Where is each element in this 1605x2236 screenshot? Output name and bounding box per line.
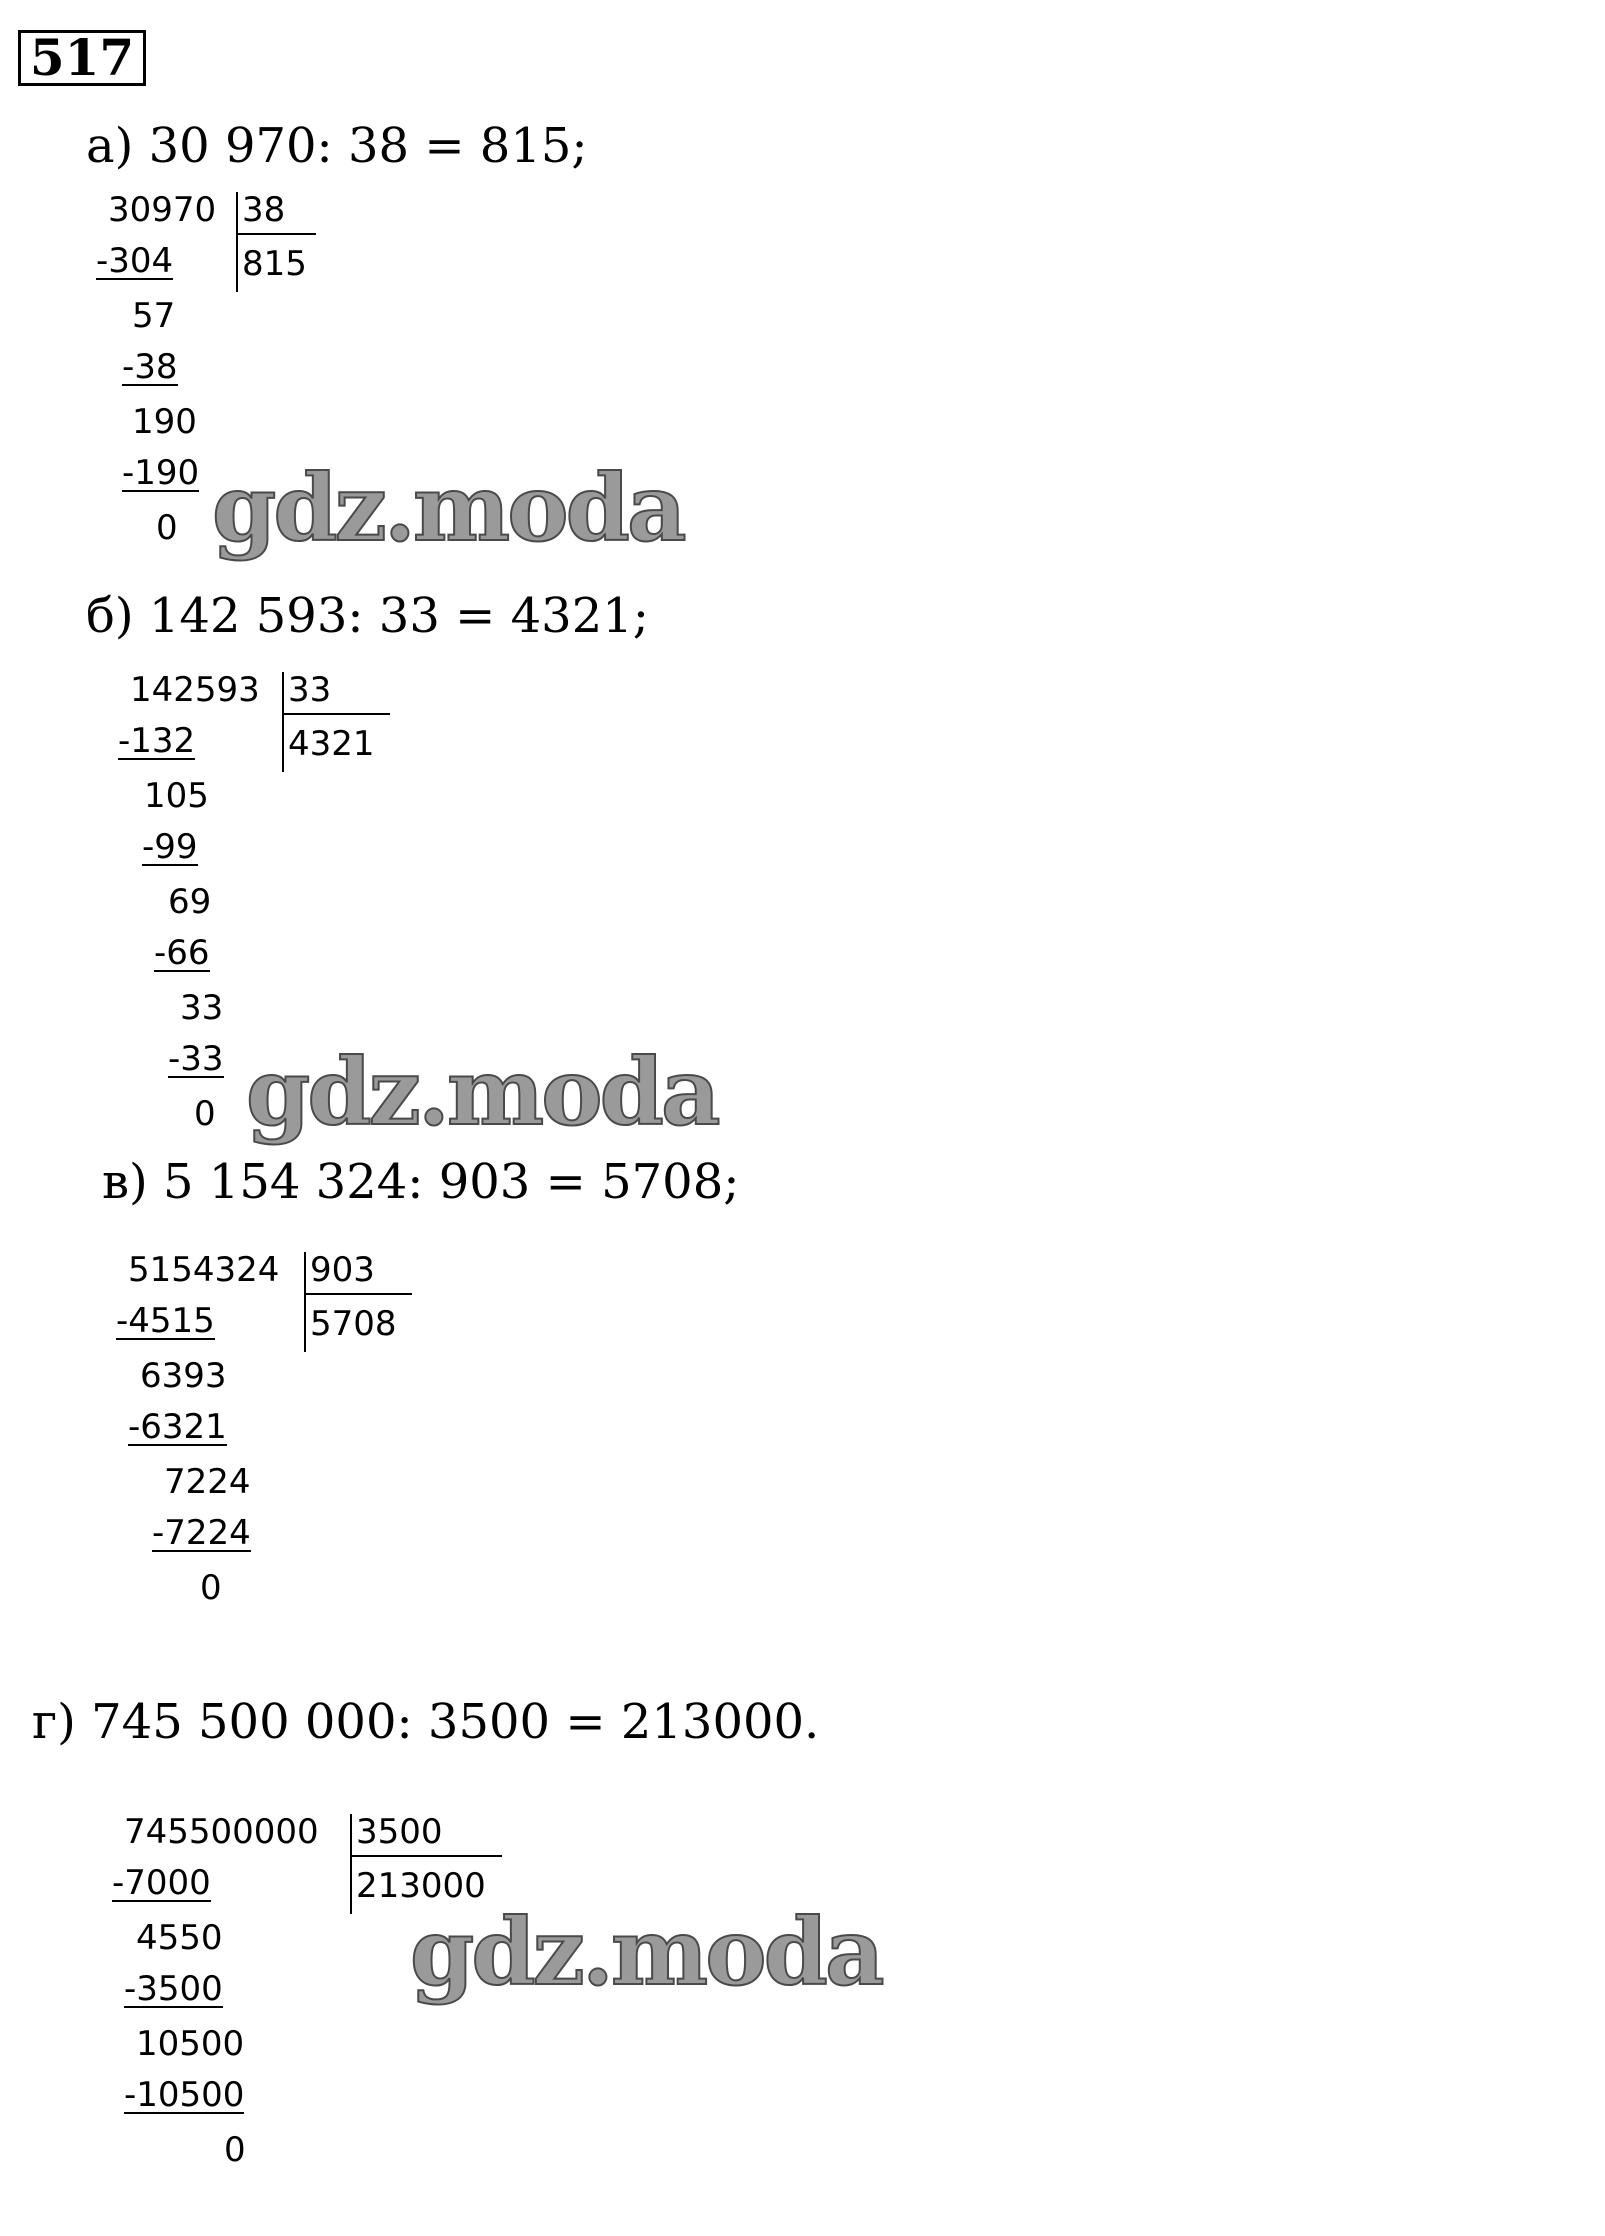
step-subtrahend: -66	[154, 933, 210, 973]
step-result: 0	[156, 508, 178, 548]
divisor: 903	[310, 1250, 375, 1290]
step-remainder: 105	[144, 776, 209, 816]
part-a-heading: а) 30 970: 38 = 815;	[86, 118, 588, 174]
step-remainder: 33	[180, 988, 224, 1028]
quotient: 213000	[356, 1866, 486, 1906]
quotient: 5708	[310, 1304, 397, 1344]
step-subtrahend: -38	[122, 347, 178, 387]
step-result: 0	[224, 2130, 246, 2170]
step-remainder: 10500	[136, 2024, 245, 2064]
step-remainder: 190	[132, 402, 197, 442]
step-remainder: 69	[168, 882, 212, 922]
watermark: gdz.moda	[410, 1898, 882, 2006]
task-number: 517	[18, 30, 146, 86]
division-vertical-line	[282, 672, 284, 772]
step-subtrahend: -304	[96, 241, 174, 281]
step-subtrahend: -4515	[116, 1301, 215, 1341]
divisor: 3500	[356, 1812, 443, 1852]
division-horizontal-line	[350, 1855, 502, 1857]
dividend: 745500000	[124, 1812, 319, 1852]
division-horizontal-line	[304, 1293, 412, 1295]
step-remainder: 57	[132, 296, 176, 336]
dividend: 5154324	[128, 1250, 280, 1290]
step-subtrahend: -7224	[152, 1513, 251, 1553]
quotient: 4321	[288, 724, 375, 764]
part-b-heading: б) 142 593: 33 = 4321;	[86, 588, 649, 644]
quotient: 815	[242, 244, 307, 284]
division-horizontal-line	[236, 233, 316, 235]
step-subtrahend: -190	[122, 453, 200, 493]
step-subtrahend: -99	[142, 827, 198, 867]
divisor: 33	[288, 670, 332, 710]
watermark: gdz.moda	[246, 1038, 718, 1146]
division-vertical-line	[304, 1252, 306, 1352]
part-v-division	[116, 1250, 436, 1620]
division-vertical-line	[350, 1814, 352, 1914]
step-remainder: 7224	[164, 1462, 251, 1502]
divisor: 38	[242, 190, 286, 230]
part-g-heading: г) 745 500 000: 3500 = 213000.	[32, 1694, 820, 1750]
step-remainder: 6393	[140, 1356, 227, 1396]
step-subtrahend: -7000	[112, 1863, 211, 1903]
dividend: 30970	[108, 190, 217, 230]
step-subtrahend: -6321	[128, 1407, 227, 1447]
step-result: 0	[200, 1568, 222, 1608]
dividend: 142593	[130, 670, 260, 710]
step-subtrahend: -10500	[124, 2075, 245, 2115]
part-v-heading: в) 5 154 324: 903 = 5708;	[102, 1154, 740, 1210]
step-subtrahend: -132	[118, 721, 196, 761]
division-horizontal-line	[282, 713, 390, 715]
step-result: 0	[194, 1094, 216, 1134]
step-subtrahend: -3500	[124, 1969, 223, 2009]
watermark: gdz.moda	[212, 454, 684, 562]
step-subtrahend: -33	[168, 1039, 224, 1079]
step-remainder: 4550	[136, 1918, 223, 1958]
division-vertical-line	[236, 192, 238, 292]
